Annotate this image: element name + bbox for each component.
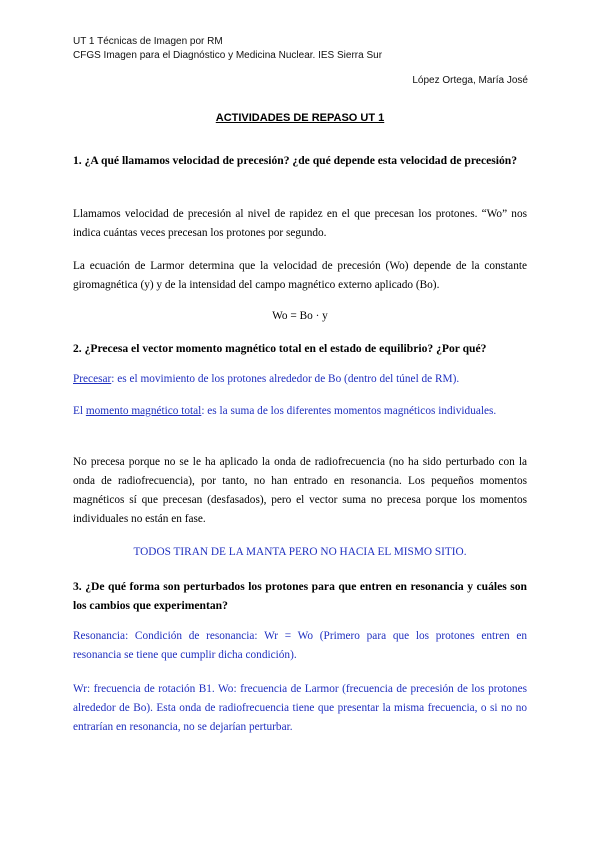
question-1: 1. ¿A qué llamamos velocidad de precesión? ¿de qué depende esta velocidad de precesión? bbox=[73, 154, 518, 167]
page-header bbox=[73, 35, 382, 63]
definition-momento bbox=[73, 402, 527, 421]
definition-term-momento: momento magnético total bbox=[85, 405, 202, 417]
question-2: 2. ¿Precesa el vector momento magnético total en el estado de equilibrio? ¿Por qué? bbox=[73, 342, 487, 355]
definition-precesar bbox=[73, 370, 527, 389]
answer-1-paragraph-2: La ecuación de Larmor determina que la velocidad de precesión (Wo) depende de la constante giromagnética (y) y de la intensidad del campo magnético externo aplicado (Bo). bbox=[73, 260, 527, 291]
header-course: UT 1 Técnicas de Imagen por RM bbox=[73, 36, 223, 47]
answer-3-paragraph-1: Resonancia: Condición de resonancia: Wr = Wo (Primero para que los protones entren en resonancia se tiene que cumplir dicha condición). bbox=[73, 630, 527, 661]
definition-text-precesar: : es el movimiento de los protones alrededor de Bo (dentro del túnel de RM). bbox=[111, 373, 460, 385]
definition-text-momento: : es la suma de los diferentes momentos magnéticos individuales. bbox=[201, 405, 497, 417]
header-author: López Ortega, María José bbox=[412, 75, 528, 86]
answer-1-paragraph-1: Llamamos velocidad de precesión al nivel de rapidez en el que precesan los protones. “Wo” nos indica cuántas veces precesan los protones por segundo. bbox=[73, 208, 527, 239]
definition-prefix-momento: El bbox=[73, 405, 86, 417]
definition-term-precesar: Precesar bbox=[73, 373, 112, 385]
answer-2-slogan: TODOS TIRAN DE LA MANTA PERO NO HACIA EL MISMO SITIO. bbox=[133, 546, 467, 558]
larmor-equation: Wo = Bo · y bbox=[272, 310, 328, 322]
answer-3-paragraph-2: Wr: frecuencia de rotación B1. Wo: frecuencia de Larmor (frecuencia de precesión de los protones alrededor de Bo). Esta onda de radiofrecuencia tiene que presentar la misma frecuencia, o si no no entrarían en resonancia, no se dejarían perturbar. bbox=[73, 683, 527, 733]
header-program: CFGS Imagen para el Diagnóstico y Medicina Nuclear. IES Sierra Sur bbox=[73, 50, 383, 61]
answer-2-paragraph: No precesa porque no se le ha aplicado la onda de radiofrecuencia (no ha sido perturbado con la onda de radiofrecuencia), por tanto, no han entrado en resonancia. Los pequeños momentos magnéticos sí que precesan (desfasados), pero el vector suma no precesa porque los momentos individuales no están en fase. bbox=[73, 456, 527, 525]
document-title: ACTIVIDADES DE REPASO UT 1 bbox=[215, 112, 385, 124]
question-3: 3. ¿De qué forma son perturbados los protones para que entren en resonancia y cuáles son los cambios que experimentan? bbox=[73, 580, 527, 612]
